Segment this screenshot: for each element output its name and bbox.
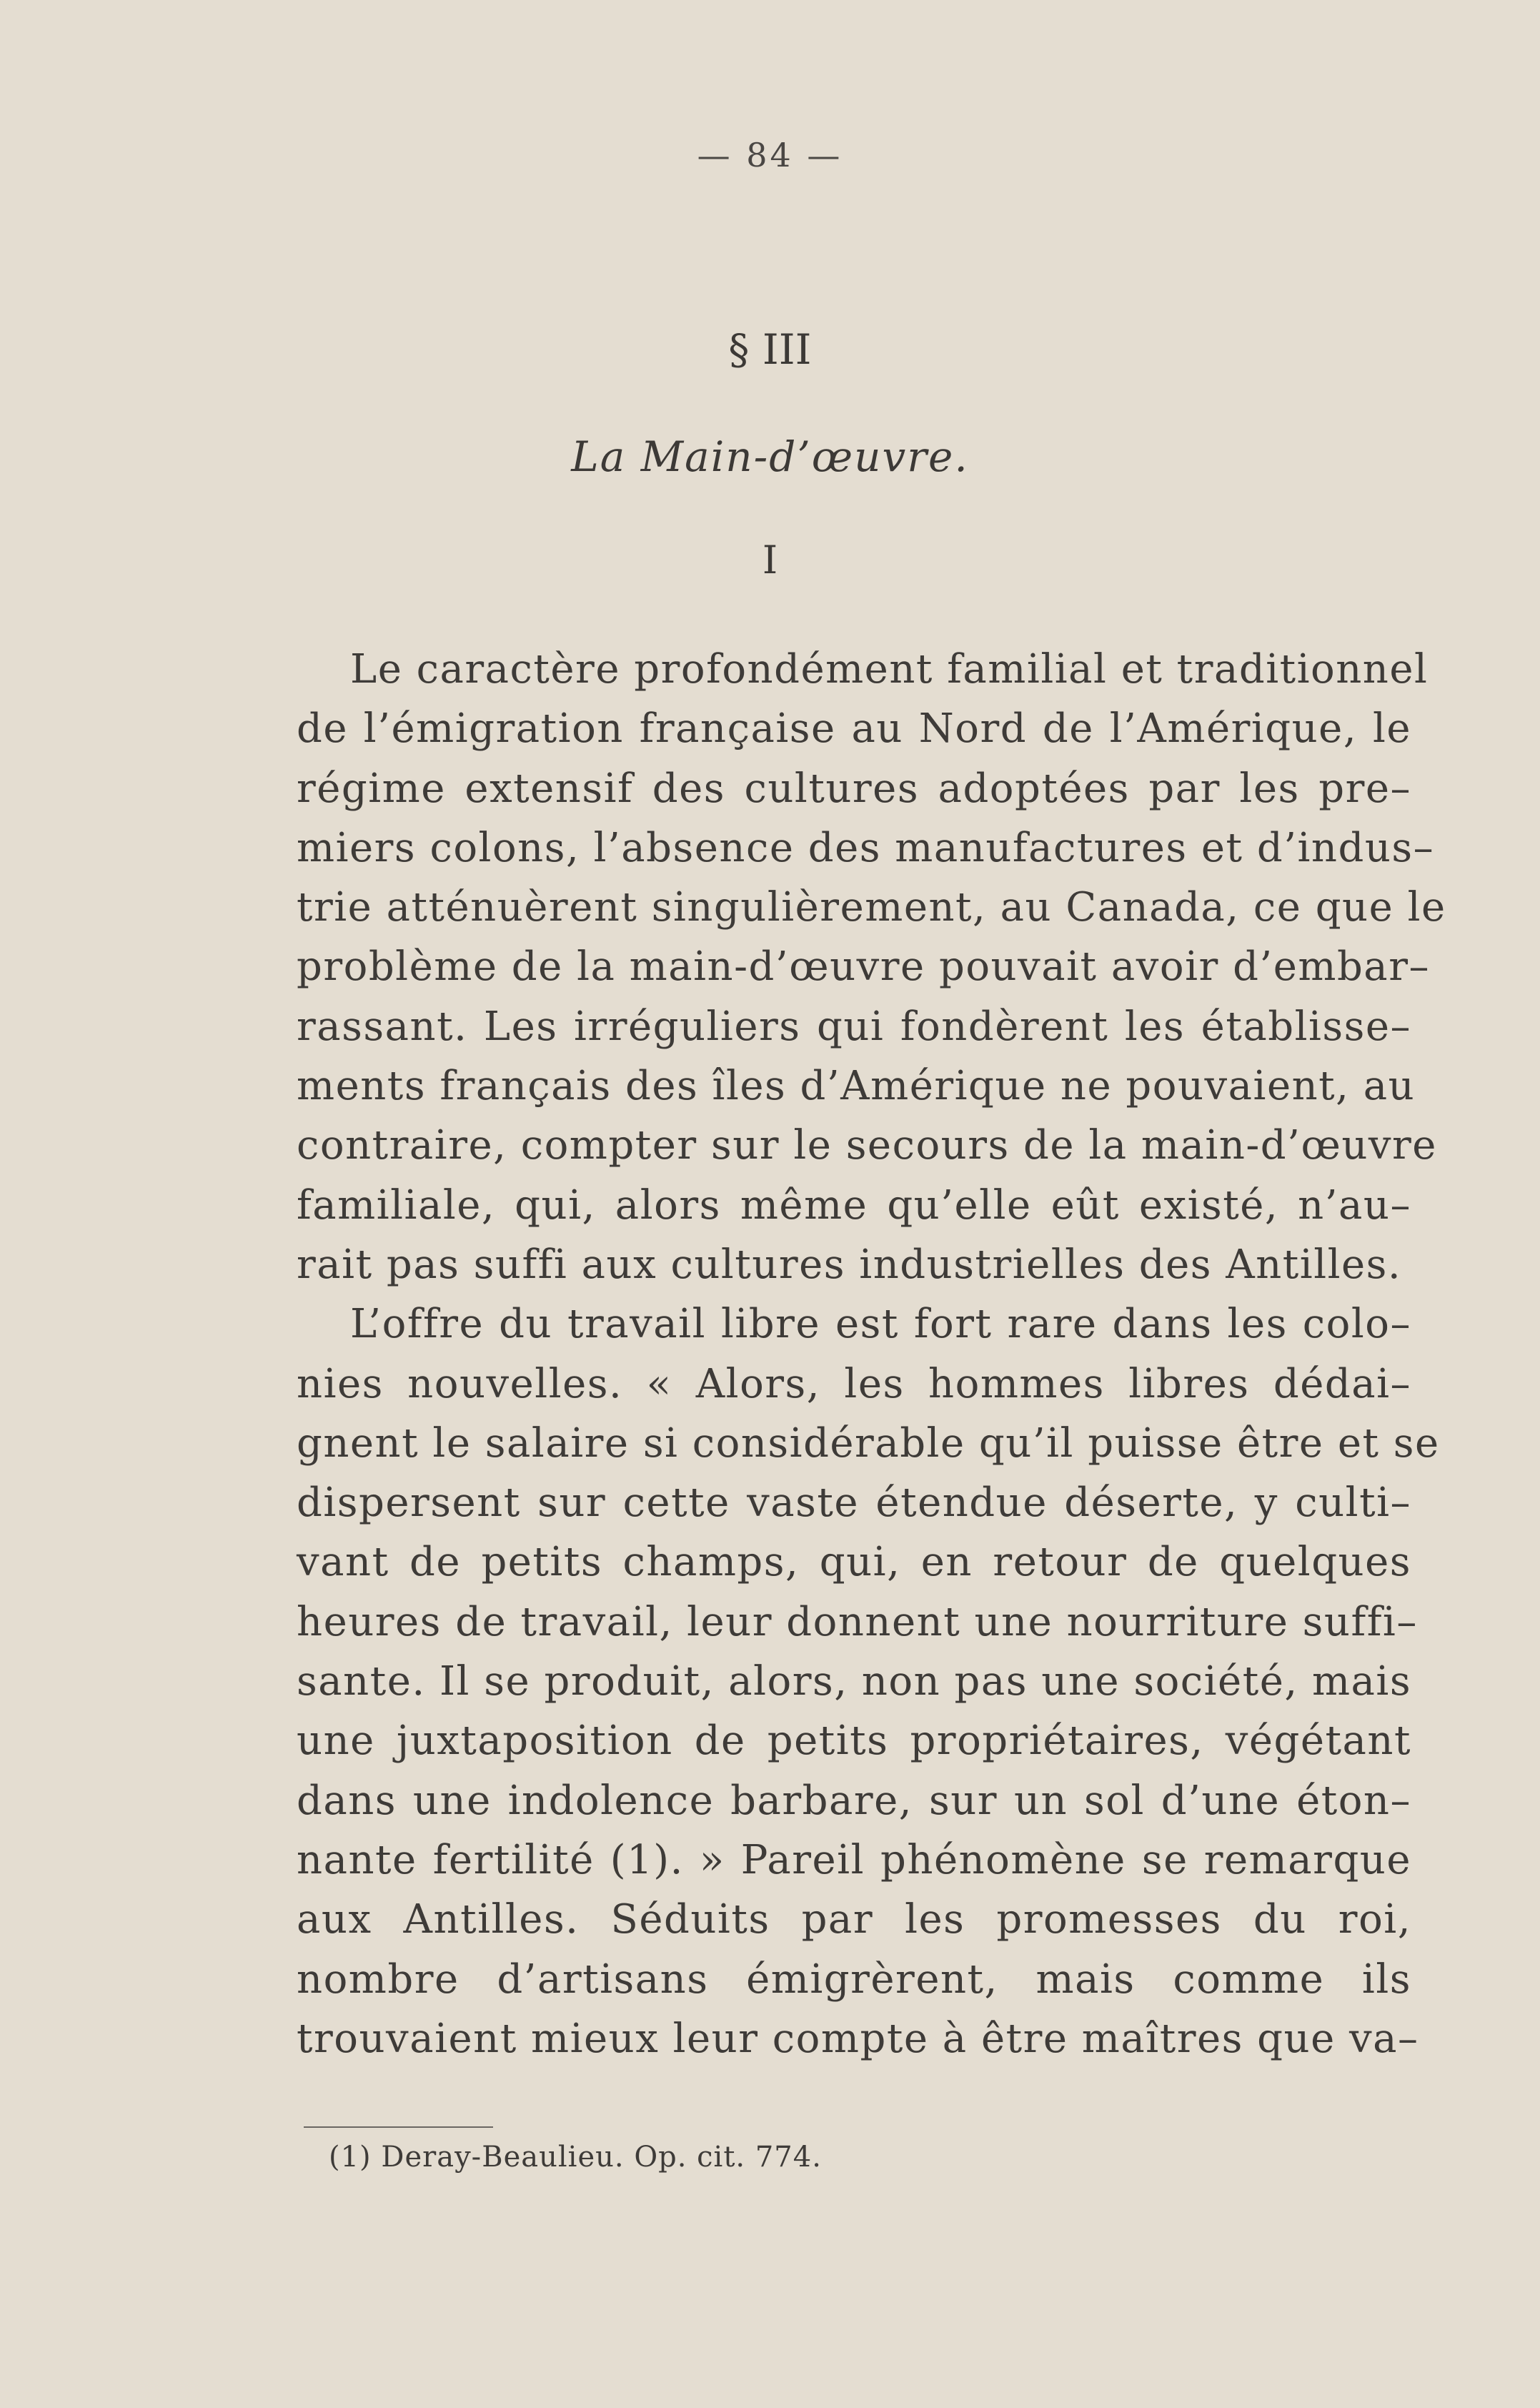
- text-line: trouvaient mieux leur compte à être maîtres que va–: [297, 2015, 1419, 2062]
- footnote-divider: [304, 2126, 493, 2128]
- footnote: (1) Deray-Beaulieu. Op. cit. 774.: [329, 2141, 822, 2174]
- text-line: nombre d’artisans émigrèrent, mais comme ils: [297, 1956, 1411, 2003]
- text-line: une juxtaposition de petits propriétaires, végétant: [297, 1718, 1411, 1765]
- text-line: Le caractère profondément familial et traditionnel: [350, 646, 1429, 693]
- section-heading: § III: [728, 325, 812, 374]
- text-line: contraire, compter sur le secours de la main-d’œuvre: [297, 1122, 1437, 1169]
- text-line: problème de la main-d’œuvre pouvait avoir d’embar–: [297, 943, 1430, 991]
- text-line: ments français des îles d’Amérique ne pouvaient, au: [297, 1063, 1416, 1110]
- text-line: vant de petits champs, qui, en retour de quelques: [297, 1539, 1411, 1586]
- section-title: La Main-d’œuvre.: [571, 432, 969, 481]
- text-line: nies nouvelles. « Alors, les hommes libres dédai–: [297, 1360, 1411, 1407]
- subsection-heading: I: [762, 537, 778, 583]
- text-line: régime extensif des cultures adoptées par les pre–: [297, 765, 1411, 812]
- text-line: gnent le salaire si considérable qu’il puisse être et se: [297, 1419, 1440, 1467]
- text-line: rait pas suffi aux cultures industrielles des Antilles.: [297, 1241, 1402, 1288]
- text-line: L’offre du travail libre est fort rare dans les colo–: [350, 1301, 1411, 1348]
- text-line: rassant. Les irréguliers qui fondèrent les établisse–: [297, 1003, 1411, 1050]
- text-line: aux Antilles. Séduits par les promesses du roi,: [297, 1896, 1411, 1943]
- page-number: — 84 —: [697, 136, 843, 174]
- text-line: familiale, qui, alors même qu’elle eût existé, n’au–: [297, 1181, 1411, 1229]
- text-line: sante. Il se produit, alors, non pas une société, mais: [297, 1658, 1412, 1705]
- text-line: trie atténuèrent singulièrement, au Canada, ce que le: [297, 884, 1446, 931]
- text-line: miers colons, l’absence des manufactures et d’indus–: [297, 824, 1435, 871]
- text-line: dispersent sur cette vaste étendue déserte, y culti–: [297, 1480, 1411, 1527]
- body-text: [297, 640, 1446, 2068]
- text-line: nante fertilité (1). » Pareil phénomène se remarque: [297, 1836, 1411, 1883]
- text-line: heures de travail, leur donnent une nourriture suffi–: [297, 1598, 1418, 1645]
- text-line: de l’émigration française au Nord de l’Amérique, le: [297, 705, 1411, 753]
- text-line: dans une indolence barbare, sur un sol d’une éton–: [297, 1777, 1411, 1824]
